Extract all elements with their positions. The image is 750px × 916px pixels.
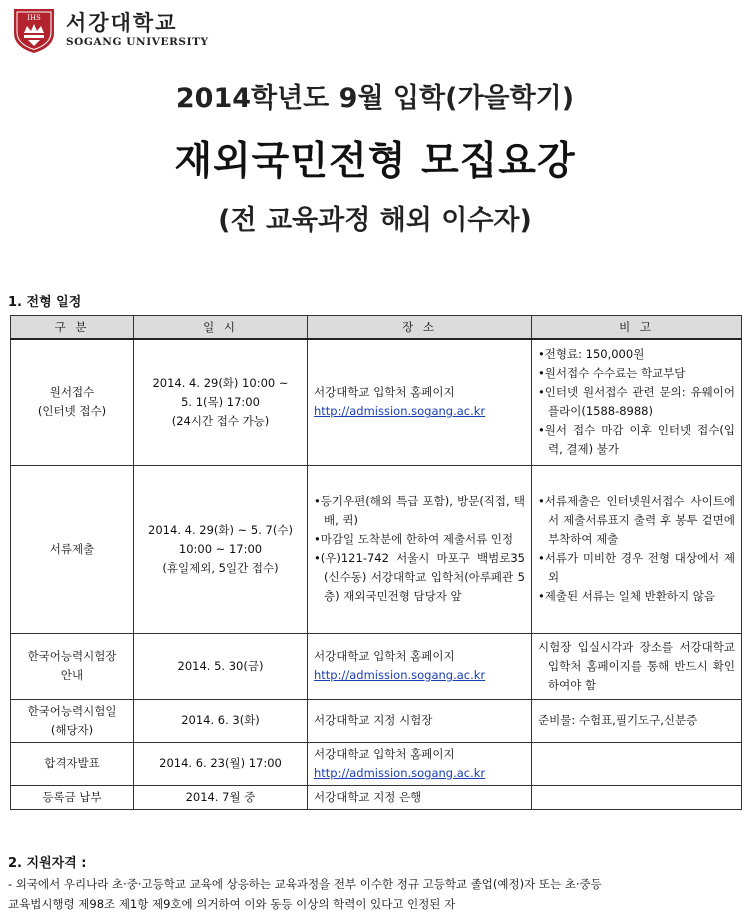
eligibility-line: - 외국에서 우리나라 초·중·고등학교 교육에 상응하는 교육과정을 전부 이수한 정규 고등학교 졸업(예정)자 또는 초·중등 bbox=[8, 877, 602, 891]
section-schedule-heading: 1. 전형 일정 bbox=[8, 295, 82, 310]
note-item: •원서 접수 마감 이후 인터넷 접수(입력, 결제) 불가 bbox=[538, 423, 735, 457]
university-seal-icon bbox=[10, 6, 58, 54]
datetime-line: (24시간 접수 가능) bbox=[171, 413, 270, 428]
notes-list bbox=[538, 492, 735, 606]
column-header-datetime: 일 시 bbox=[134, 316, 308, 340]
datetime-line: 10:00 ~ 17:00 bbox=[178, 541, 263, 556]
cell-notes bbox=[532, 699, 742, 742]
cell-place bbox=[308, 339, 532, 465]
section-eligibility-heading: 2. 지원자격 : bbox=[8, 856, 87, 871]
cell-notes bbox=[532, 339, 742, 465]
cell-datetime bbox=[134, 742, 308, 785]
note-item: •원서접수 수수료는 학교부담 bbox=[538, 366, 686, 381]
datetime-line: 2014. 6. 23(월) 17:00 bbox=[159, 756, 282, 770]
table-row bbox=[11, 785, 742, 809]
place-line: 서강대학교 입학처 홈페이지 bbox=[314, 385, 455, 400]
cell-notes bbox=[532, 785, 742, 809]
table-row bbox=[11, 339, 742, 465]
cell-category bbox=[11, 785, 134, 809]
cell-place bbox=[308, 699, 532, 742]
datetime-line: 2014. 4. 29(화) 10:00 ~ bbox=[152, 375, 289, 390]
datetime-line: 2014. 5. 30(금) bbox=[177, 658, 264, 673]
column-header-category: 구 분 bbox=[11, 316, 134, 340]
note-item: 시험장 입실시각과 장소를 서강대학교 입학처 홈페이지를 통해 반드시 확인하여야 함 bbox=[538, 639, 735, 692]
column-header-notes: 비 고 bbox=[532, 316, 742, 340]
schedule-table bbox=[10, 315, 742, 810]
svg-text:IHS: IHS bbox=[27, 14, 41, 22]
admission-website-link[interactable]: http://admission.sogang.ac.kr bbox=[314, 404, 486, 419]
place-list bbox=[314, 492, 525, 606]
cell-place bbox=[308, 465, 532, 633]
cell-datetime bbox=[134, 465, 308, 633]
title-main: 재외국민전형 모집요강 bbox=[174, 139, 576, 184]
cell-datetime bbox=[134, 785, 308, 809]
datetime-line: (휴일제외, 5일간 접수) bbox=[162, 560, 279, 575]
table-row bbox=[11, 465, 742, 633]
cell-place bbox=[308, 633, 532, 699]
place-line: 서강대학교 입학처 홈페이지 bbox=[314, 746, 455, 761]
cell-category bbox=[11, 633, 134, 699]
sogang-logo bbox=[10, 6, 209, 54]
cell-place bbox=[308, 742, 532, 785]
link-line bbox=[314, 666, 525, 685]
cell-place bbox=[308, 785, 532, 809]
category-line: (인터넷 접수) bbox=[37, 404, 107, 419]
category-line: 한국어능력시험일 bbox=[27, 703, 117, 718]
cell-datetime bbox=[134, 633, 308, 699]
cell-datetime bbox=[134, 699, 308, 742]
admission-website-link[interactable]: http://admission.sogang.ac.kr bbox=[314, 765, 486, 780]
datetime-line: 2014. 4. 29(화) ~ 5. 7(수) bbox=[148, 522, 293, 537]
place-item: •(우)121-742 서울시 마포구 백범로35 (신수동) 서강대학교 입학처(아루페관 5층) 재외국민전형 담당자 앞 bbox=[314, 551, 525, 603]
cell-category bbox=[11, 742, 134, 785]
cell-notes bbox=[532, 633, 742, 699]
note-item: •인터넷 원서접수 관련 문의: 유웨이어플라이(1588-8988) bbox=[538, 385, 735, 419]
title-subtitle: (전 교육과정 해외 이수자) bbox=[218, 205, 532, 236]
place-line: 서강대학교 입학처 홈페이지 bbox=[314, 649, 455, 663]
cell-category bbox=[11, 465, 134, 633]
logo-english-name: SOGANG UNIVERSITY bbox=[66, 36, 209, 48]
datetime-line: 2014. 7월 중 bbox=[185, 789, 256, 804]
cell-category bbox=[11, 699, 134, 742]
table-row bbox=[11, 633, 742, 699]
category-line: 안내 bbox=[60, 668, 84, 682]
category-line: 서류제출 bbox=[49, 541, 95, 556]
category-line: 합격자발표 bbox=[44, 756, 100, 770]
logo-korean-name: 서강대학교 bbox=[66, 10, 178, 35]
column-header-place: 장 소 bbox=[308, 316, 532, 340]
place-item: •마감일 도착분에 한하여 제출서류 인정 bbox=[314, 532, 514, 546]
eligibility-line: 교육법시행령 제98조 제1항 제9호에 의거하여 이와 동등 이상의 학력이 있다고 인정된 자 bbox=[8, 897, 456, 911]
notes-list bbox=[538, 638, 735, 695]
note-item: •서류제출은 인터넷원서접수 사이트에서 제출서류표지 출력 후 봉투 겉면에 부착하여 제출 bbox=[538, 494, 735, 546]
table-row bbox=[11, 699, 742, 742]
category-line: 등록금 납부 bbox=[42, 789, 102, 804]
admission-website-link[interactable]: http://admission.sogang.ac.kr bbox=[314, 668, 486, 682]
title-admission-term: 2014학년도 9월 입학(가을학기) bbox=[175, 83, 575, 114]
note-item: •서류가 미비한 경우 전형 대상에서 제외 bbox=[538, 551, 735, 584]
place-item: •등기우편(해외 특급 포함), 방문(직접, 택배, 퀵) bbox=[314, 494, 525, 527]
datetime-line: 2014. 6. 3(화) bbox=[181, 713, 260, 727]
cell-category bbox=[11, 339, 134, 465]
note-item: •전형료: 150,000원 bbox=[538, 347, 645, 362]
category-line: 한국어능력시험장 bbox=[27, 649, 117, 663]
table-row bbox=[11, 742, 742, 785]
link-line bbox=[314, 402, 525, 421]
notes-list bbox=[538, 345, 735, 459]
note-item: 준비물: 수험표,필기도구,신분증 bbox=[538, 713, 698, 727]
notes-list bbox=[538, 711, 735, 730]
place-line: 서강대학교 지정 시험장 bbox=[314, 713, 433, 727]
eligibility-text bbox=[8, 874, 743, 914]
cell-notes bbox=[532, 742, 742, 785]
place-line: 서강대학교 지정 은행 bbox=[314, 789, 422, 804]
category-line: (해당자) bbox=[50, 722, 94, 737]
link-line bbox=[314, 764, 525, 783]
note-item: •제출된 서류는 일체 반환하지 않음 bbox=[538, 589, 715, 603]
datetime-line: 5. 1(목) 17:00 bbox=[181, 394, 260, 409]
cell-notes bbox=[532, 465, 742, 633]
category-line: 원서접수 bbox=[49, 385, 95, 400]
cell-datetime bbox=[134, 339, 308, 465]
